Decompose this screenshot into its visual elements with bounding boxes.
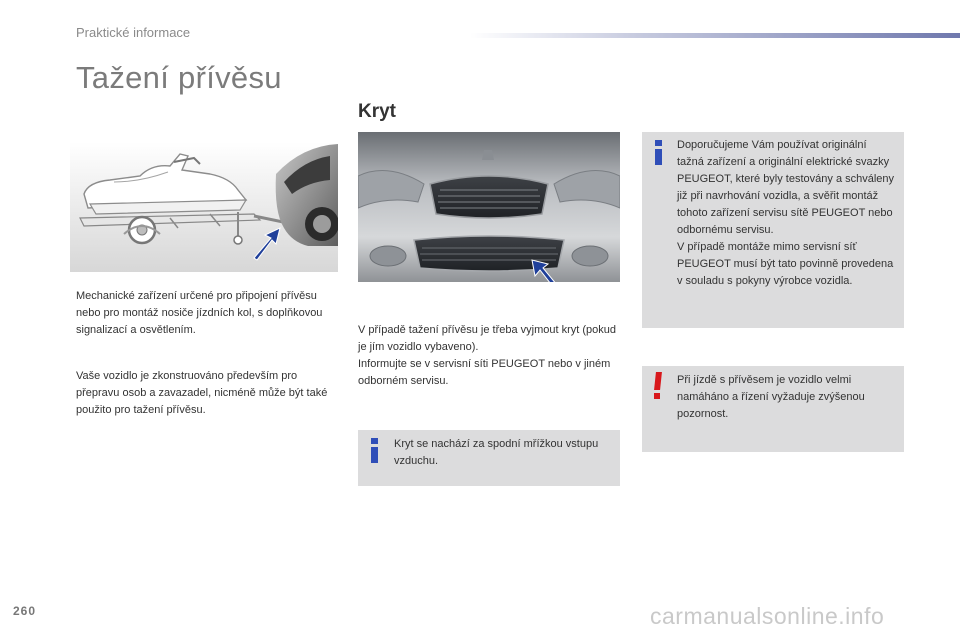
section-title: Praktické informace — [76, 25, 191, 40]
info-note-recommendation — [642, 132, 904, 328]
info-icon — [370, 438, 380, 464]
info-note-grille — [358, 430, 620, 486]
header-decorative-bar — [470, 33, 960, 38]
info-icon — [654, 140, 664, 166]
text-hitch-description: Mechanické zařízení určené pro připojení přívěsu nebo pro montáž nosiče jízdních kol, s doplňkovou signalizací a osvětlením. — [76, 290, 323, 336]
text-vehicle-purpose: Vaše vozidlo je zkonstruováno především pro přepravu osob a zavazadel, nicméně může být také použito pro tažení přívěsu. — [76, 370, 328, 416]
page-number: 260 — [13, 604, 37, 618]
warning-icon — [652, 372, 664, 400]
info-note-text: Doporučujeme Vám používat originální tažná zařízení a originální elektrické svazky PEUGEOT, které byly testovány a schváleny již při navrhování vozidla, a svěřit montáž tohoto zařízení servisu sítě PEUGEOT nebo odbornému servisu. V případě montáže mimo servisní síť PEUGEOT musí být tato povinně provedena v souladu s pokyny výrobce vozidla. — [677, 139, 895, 287]
info-note-text: Kryt se nachází za spodní mřížkou vstupu vzduchu. — [394, 438, 599, 467]
trailer-illustration — [70, 142, 338, 272]
car-front-illustration — [358, 132, 620, 282]
text-remove-cover: V případě tažení přívěsu je třeba vyjmout kryt (pokud je jím vozidlo vybaveno). Informujte se v servisní síti PEUGEOT nebo v jiném odborném servisu. — [358, 324, 617, 387]
watermark: carmanualsonline.info — [650, 603, 885, 629]
warning-note — [642, 366, 904, 452]
page-title: Tažení přívěsu — [76, 60, 282, 95]
warning-note-text: Při jízdě s přívěsem je vozidlo velmi namáháno a řízení vyžaduje zvýšenou pozornost. — [677, 374, 865, 420]
section-subtitle: Kryt — [358, 101, 397, 122]
